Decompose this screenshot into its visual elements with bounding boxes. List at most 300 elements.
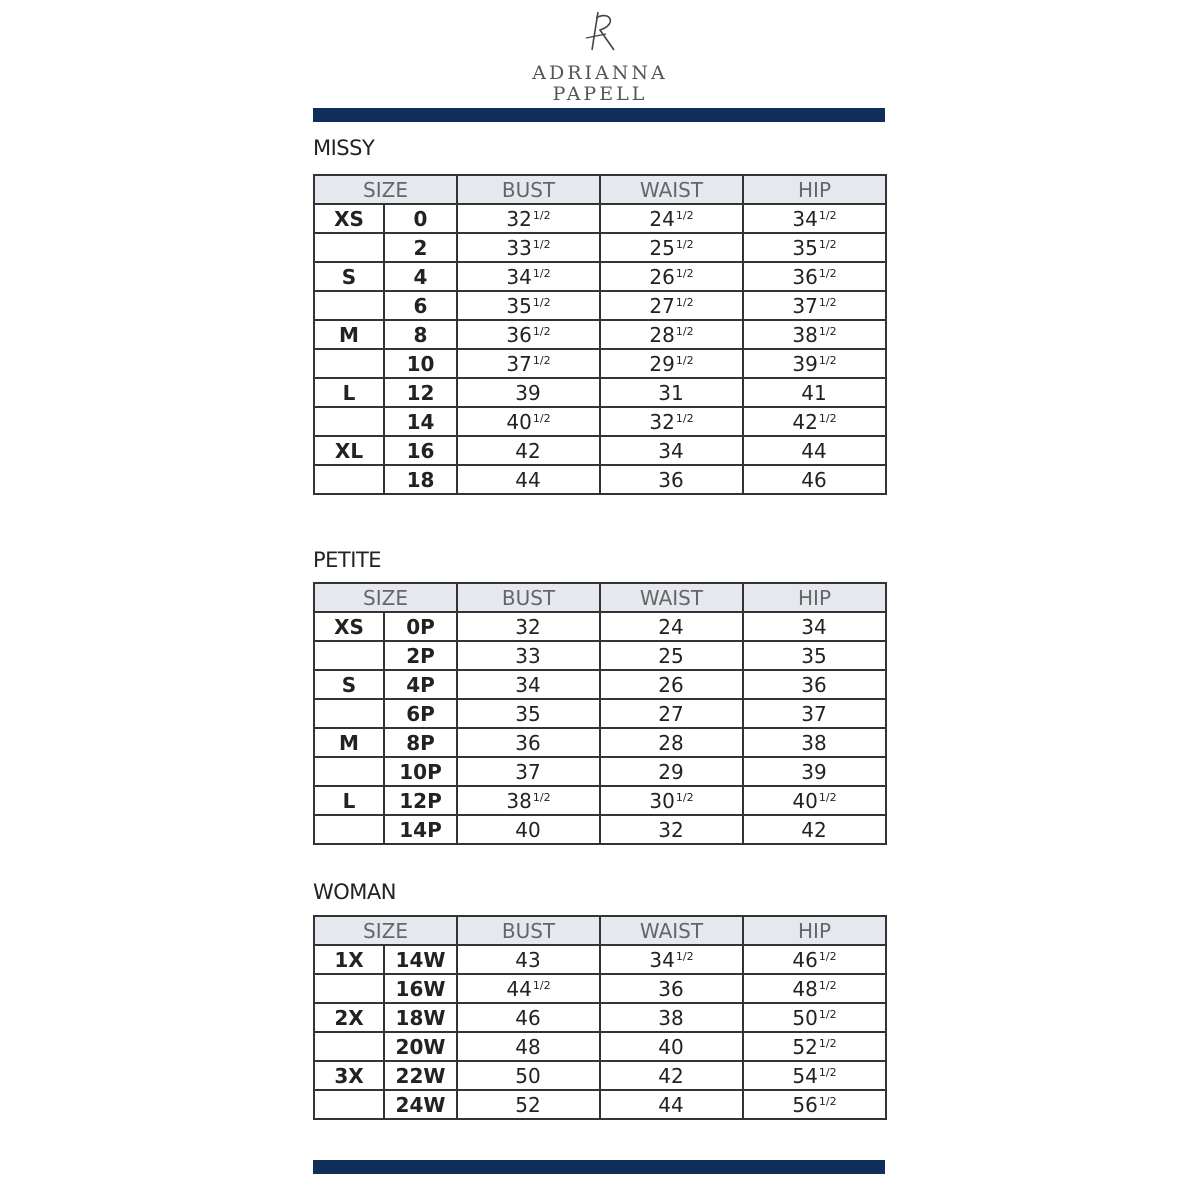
- hip-cell: [743, 378, 886, 407]
- waist-cell-value: 36: [658, 976, 684, 1001]
- size-letter-cell: [314, 1003, 384, 1032]
- hip-cell-value: 56: [792, 1092, 818, 1117]
- hip-cell-value: 36: [792, 264, 818, 289]
- waist-cell: [600, 204, 743, 233]
- waist-cell: [600, 815, 743, 844]
- waist-cell-value: 26: [649, 264, 675, 289]
- hip-cell: [743, 641, 886, 670]
- size-letter-cell: [314, 728, 384, 757]
- bust-cell-fraction: 1/2: [532, 237, 551, 251]
- bust-cell-value: 39: [515, 380, 541, 405]
- waist-cell-value: 28: [649, 322, 675, 347]
- bust-cell: [457, 1061, 600, 1090]
- hip-cell-fraction: 1/2: [818, 324, 837, 338]
- table-row: [314, 670, 886, 699]
- bust-cell-value: 32: [515, 614, 541, 639]
- waist-cell-value: 34: [658, 438, 684, 463]
- size-letter-cell: [314, 233, 384, 262]
- size-letter-cell-value: 1X: [334, 947, 364, 972]
- woman-size-table: [313, 915, 887, 1120]
- hip-cell: [743, 757, 886, 786]
- waist-cell: [600, 378, 743, 407]
- size-letter-cell-value: S: [341, 264, 357, 289]
- size-number-cell: [384, 262, 457, 291]
- size-number-cell: [384, 407, 457, 436]
- size-letter-cell: [314, 1061, 384, 1090]
- size-letter-cell: [314, 670, 384, 699]
- size-number-cell: [384, 1090, 457, 1119]
- size-number-cell: [384, 291, 457, 320]
- bust-cell: [457, 436, 600, 465]
- hip-cell-value: 52: [792, 1034, 818, 1059]
- hip-cell-value: 38: [792, 322, 818, 347]
- hip-cell-value: 35: [792, 235, 818, 260]
- size-number-cell: [384, 670, 457, 699]
- waist-cell-value: 40: [658, 1034, 684, 1059]
- size-header: SIZE: [314, 175, 457, 204]
- size-number-cell-value: 16: [406, 438, 435, 463]
- bust-cell: [457, 641, 600, 670]
- bust-cell: [457, 407, 600, 436]
- brand-logo: [500, 4, 700, 104]
- hip-cell: [743, 407, 886, 436]
- hip-cell: [743, 815, 886, 844]
- waist-cell-value: 34: [649, 947, 675, 972]
- size-letter-cell: [314, 291, 384, 320]
- size-number-cell: [384, 349, 457, 378]
- bust-cell: [457, 728, 600, 757]
- waist-header: WAIST: [600, 916, 743, 945]
- size-letter-cell-value: M: [339, 322, 359, 347]
- size-letter-cell: [314, 699, 384, 728]
- waist-cell-fraction: 1/2: [675, 790, 694, 804]
- bust-cell: [457, 670, 600, 699]
- bust-cell-value: 36: [515, 730, 541, 755]
- table-row: [314, 974, 886, 1003]
- table-row: [314, 262, 886, 291]
- waist-cell-value: 30: [649, 788, 675, 813]
- waist-cell: [600, 757, 743, 786]
- waist-cell: [600, 465, 743, 494]
- hip-cell: [743, 1003, 886, 1032]
- bust-cell-value: 33: [515, 643, 541, 668]
- waist-cell-value: 38: [658, 1005, 684, 1030]
- bust-cell-value: 44: [506, 976, 532, 1001]
- bottom-divider-bar: [313, 1160, 885, 1174]
- size-number-cell-value: 0: [413, 206, 428, 231]
- bust-cell: [457, 1032, 600, 1061]
- bust-cell-fraction: 1/2: [532, 295, 551, 309]
- hip-cell-fraction: 1/2: [818, 790, 837, 804]
- bust-cell-value: 36: [506, 322, 532, 347]
- bust-cell-value: 42: [515, 438, 541, 463]
- waist-cell-value: 44: [658, 1092, 684, 1117]
- size-number-cell: [384, 1061, 457, 1090]
- bust-cell-value: 38: [506, 788, 532, 813]
- size-letter-cell: [314, 612, 384, 641]
- waist-cell-value: 32: [649, 409, 675, 434]
- bust-cell-value: 40: [506, 409, 532, 434]
- hip-cell-value: 41: [801, 380, 827, 405]
- waist-cell-value: 31: [658, 380, 684, 405]
- bust-cell: [457, 465, 600, 494]
- hip-cell-value: 44: [801, 438, 827, 463]
- hip-cell-fraction: 1/2: [818, 1065, 837, 1079]
- size-number-cell: [384, 945, 457, 974]
- waist-cell: [600, 670, 743, 699]
- table-row: [314, 291, 886, 320]
- hip-cell: [743, 1032, 886, 1061]
- hip-cell: [743, 699, 886, 728]
- bust-cell: [457, 815, 600, 844]
- waist-cell-fraction: 1/2: [675, 237, 694, 251]
- size-number-cell: [384, 786, 457, 815]
- hip-cell-value: 46: [792, 947, 818, 972]
- size-letter-cell: [314, 1032, 384, 1061]
- hip-cell-value: 34: [792, 206, 818, 231]
- waist-cell: [600, 1061, 743, 1090]
- bust-cell-value: 43: [515, 947, 541, 972]
- size-number-cell-value: 2P: [406, 643, 435, 668]
- size-number-cell-value: 18: [406, 467, 435, 492]
- size-number-cell-value: 4P: [406, 672, 435, 697]
- bust-cell: [457, 349, 600, 378]
- table-row: [314, 320, 886, 349]
- bust-cell-value: 46: [515, 1005, 541, 1030]
- table-row: [314, 641, 886, 670]
- size-number-cell-value: 14: [406, 409, 435, 434]
- missy-title: MISSY: [313, 136, 375, 160]
- hip-header: HIP: [743, 175, 886, 204]
- size-number-cell-value: 20W: [395, 1034, 446, 1059]
- hip-cell-value: 39: [801, 759, 827, 784]
- size-number-cell-value: 18W: [395, 1005, 446, 1030]
- waist-cell-fraction: 1/2: [675, 411, 694, 425]
- hip-cell-fraction: 1/2: [818, 1094, 837, 1108]
- waist-cell: [600, 436, 743, 465]
- size-letter-cell: [314, 349, 384, 378]
- size-letter-cell-value: XS: [334, 614, 364, 639]
- hip-cell: [743, 291, 886, 320]
- bust-cell: [457, 204, 600, 233]
- bust-cell-fraction: 1/2: [532, 208, 551, 222]
- waist-cell: [600, 1090, 743, 1119]
- bust-cell-value: 44: [515, 467, 541, 492]
- bust-cell: [457, 262, 600, 291]
- size-letter-cell: [314, 945, 384, 974]
- waist-cell-value: 36: [658, 467, 684, 492]
- waist-cell-value: 29: [649, 351, 675, 376]
- size-number-cell: [384, 378, 457, 407]
- hip-cell-fraction: 1/2: [818, 1036, 837, 1050]
- size-number-cell: [384, 641, 457, 670]
- hip-cell-value: 46: [801, 467, 827, 492]
- size-letter-cell-value: 2X: [334, 1005, 364, 1030]
- ap-monogram-icon: [580, 4, 620, 54]
- hip-cell-fraction: 1/2: [818, 295, 837, 309]
- size-number-cell: [384, 815, 457, 844]
- size-letter-cell: [314, 974, 384, 1003]
- size-header: SIZE: [314, 916, 457, 945]
- bust-cell: [457, 320, 600, 349]
- waist-cell: [600, 407, 743, 436]
- size-number-cell-value: 14P: [399, 817, 442, 842]
- size-letter-cell: [314, 786, 384, 815]
- bust-cell-value: 33: [506, 235, 532, 260]
- size-number-cell-value: 10P: [399, 759, 442, 784]
- table-row: [314, 815, 886, 844]
- hip-cell: [743, 436, 886, 465]
- waist-cell: [600, 1003, 743, 1032]
- hip-header: HIP: [743, 583, 886, 612]
- hip-cell: [743, 670, 886, 699]
- bust-cell-value: 34: [515, 672, 541, 697]
- waist-cell: [600, 1032, 743, 1061]
- bust-cell: [457, 1090, 600, 1119]
- hip-cell-fraction: 1/2: [818, 1007, 837, 1021]
- bust-cell-fraction: 1/2: [532, 411, 551, 425]
- size-number-cell-value: 14W: [395, 947, 446, 972]
- size-letter-cell: [314, 757, 384, 786]
- bust-cell: [457, 699, 600, 728]
- bust-cell: [457, 757, 600, 786]
- bust-cell: [457, 291, 600, 320]
- hip-cell-value: 39: [792, 351, 818, 376]
- hip-cell-fraction: 1/2: [818, 411, 837, 425]
- size-number-cell-value: 12P: [399, 788, 442, 813]
- size-number-cell: [384, 699, 457, 728]
- size-number-cell-value: 2: [413, 235, 428, 260]
- hip-cell: [743, 945, 886, 974]
- waist-cell: [600, 233, 743, 262]
- size-letter-cell: [314, 436, 384, 465]
- bust-cell-value: 35: [515, 701, 541, 726]
- hip-cell-value: 38: [801, 730, 827, 755]
- size-number-cell-value: 6: [413, 293, 428, 318]
- size-letter-cell-value: XS: [334, 206, 364, 231]
- waist-cell-value: 32: [658, 817, 684, 842]
- bust-cell-value: 37: [506, 351, 532, 376]
- bust-cell-value: 34: [506, 264, 532, 289]
- bust-cell: [457, 945, 600, 974]
- waist-cell: [600, 974, 743, 1003]
- hip-cell: [743, 612, 886, 641]
- bust-cell-value: 40: [515, 817, 541, 842]
- bust-cell-value: 52: [515, 1092, 541, 1117]
- size-number-cell: [384, 320, 457, 349]
- hip-cell-value: 37: [801, 701, 827, 726]
- hip-cell-fraction: 1/2: [818, 949, 837, 963]
- table-row: [314, 1090, 886, 1119]
- size-number-cell-value: 8: [413, 322, 428, 347]
- hip-cell: [743, 349, 886, 378]
- waist-cell: [600, 945, 743, 974]
- hip-cell-fraction: 1/2: [818, 266, 837, 280]
- hip-cell-value: 36: [801, 672, 827, 697]
- size-number-cell-value: 0P: [406, 614, 435, 639]
- table-row: [314, 945, 886, 974]
- bust-cell-fraction: 1/2: [532, 978, 551, 992]
- hip-cell-fraction: 1/2: [818, 208, 837, 222]
- table-row: [314, 349, 886, 378]
- hip-cell: [743, 786, 886, 815]
- petite-size-table: [313, 582, 887, 845]
- hip-cell-value: 54: [792, 1063, 818, 1088]
- hip-cell: [743, 262, 886, 291]
- size-number-cell-value: 10: [406, 351, 435, 376]
- size-letter-cell-value: L: [342, 380, 356, 405]
- bust-cell-fraction: 1/2: [532, 353, 551, 367]
- bust-cell-value: 32: [506, 206, 532, 231]
- bust-cell-value: 48: [515, 1034, 541, 1059]
- waist-cell-fraction: 1/2: [675, 949, 694, 963]
- bust-header: BUST: [457, 175, 600, 204]
- waist-cell-value: 27: [649, 293, 675, 318]
- size-number-cell: [384, 436, 457, 465]
- bust-cell: [457, 974, 600, 1003]
- bust-cell: [457, 233, 600, 262]
- hip-cell: [743, 974, 886, 1003]
- waist-cell: [600, 320, 743, 349]
- hip-cell-fraction: 1/2: [818, 353, 837, 367]
- bust-cell: [457, 378, 600, 407]
- size-letter-cell-value: M: [339, 730, 359, 755]
- size-letter-cell: [314, 1090, 384, 1119]
- top-divider-bar: [313, 108, 885, 122]
- hip-cell-value: 34: [801, 614, 827, 639]
- bust-cell-fraction: 1/2: [532, 266, 551, 280]
- size-number-cell: [384, 233, 457, 262]
- table-row: [314, 1032, 886, 1061]
- bust-cell: [457, 612, 600, 641]
- size-number-cell: [384, 974, 457, 1003]
- size-letter-cell: [314, 204, 384, 233]
- brand-name-line2: PAPELL: [552, 83, 648, 105]
- waist-cell-value: 26: [658, 672, 684, 697]
- hip-cell: [743, 320, 886, 349]
- size-number-cell: [384, 1032, 457, 1061]
- table-row: [314, 699, 886, 728]
- waist-cell-value: 25: [658, 643, 684, 668]
- size-letter-cell: [314, 378, 384, 407]
- table-row: [314, 1003, 886, 1032]
- hip-cell: [743, 728, 886, 757]
- table-row: [314, 465, 886, 494]
- hip-cell-value: 42: [792, 409, 818, 434]
- size-letter-cell: [314, 320, 384, 349]
- brand-name-line1: ADRIANNA: [532, 62, 668, 84]
- bust-cell: [457, 1003, 600, 1032]
- bust-header: BUST: [457, 916, 600, 945]
- waist-cell-value: 28: [658, 730, 684, 755]
- bust-cell-value: 50: [515, 1063, 541, 1088]
- size-number-cell-value: 6P: [406, 701, 435, 726]
- table-row: [314, 757, 886, 786]
- hip-cell-value: 50: [792, 1005, 818, 1030]
- bust-cell-fraction: 1/2: [532, 324, 551, 338]
- bust-header: BUST: [457, 583, 600, 612]
- size-number-cell-value: 12: [406, 380, 435, 405]
- hip-cell-value: 35: [801, 643, 827, 668]
- waist-cell: [600, 786, 743, 815]
- hip-cell-value: 40: [792, 788, 818, 813]
- hip-cell: [743, 1061, 886, 1090]
- hip-cell: [743, 465, 886, 494]
- size-number-cell-value: 4: [413, 264, 428, 289]
- hip-header: HIP: [743, 916, 886, 945]
- waist-cell-value: 25: [649, 235, 675, 260]
- hip-cell-value: 37: [792, 293, 818, 318]
- bust-cell: [457, 786, 600, 815]
- waist-cell-value: 29: [658, 759, 684, 784]
- waist-cell-fraction: 1/2: [675, 353, 694, 367]
- size-number-cell-value: 16W: [395, 976, 446, 1001]
- size-letter-cell: [314, 641, 384, 670]
- size-number-cell: [384, 728, 457, 757]
- size-number-cell: [384, 1003, 457, 1032]
- size-letter-cell: [314, 262, 384, 291]
- size-number-cell-value: 22W: [395, 1063, 446, 1088]
- waist-cell-value: 24: [658, 614, 684, 639]
- missy-size-table: [313, 174, 887, 495]
- hip-cell-fraction: 1/2: [818, 237, 837, 251]
- waist-cell-value: 24: [649, 206, 675, 231]
- waist-cell-fraction: 1/2: [675, 266, 694, 280]
- waist-cell: [600, 291, 743, 320]
- waist-header: WAIST: [600, 175, 743, 204]
- size-letter-cell: [314, 465, 384, 494]
- waist-cell: [600, 612, 743, 641]
- hip-cell-fraction: 1/2: [818, 978, 837, 992]
- hip-cell-value: 42: [801, 817, 827, 842]
- bust-cell-value: 37: [515, 759, 541, 784]
- waist-header: WAIST: [600, 583, 743, 612]
- waist-cell: [600, 262, 743, 291]
- table-row: [314, 407, 886, 436]
- petite-title: PETITE: [313, 548, 382, 572]
- table-row: [314, 786, 886, 815]
- woman-title: WOMAN: [313, 880, 396, 904]
- size-header: SIZE: [314, 583, 457, 612]
- hip-cell: [743, 233, 886, 262]
- size-number-cell: [384, 612, 457, 641]
- bust-cell-value: 35: [506, 293, 532, 318]
- size-number-cell-value: 8P: [406, 730, 435, 755]
- waist-cell-value: 42: [658, 1063, 684, 1088]
- table-row: [314, 612, 886, 641]
- waist-cell: [600, 699, 743, 728]
- table-row: [314, 1061, 886, 1090]
- table-row: [314, 204, 886, 233]
- waist-cell-fraction: 1/2: [675, 208, 694, 222]
- size-letter-cell: [314, 407, 384, 436]
- waist-cell: [600, 641, 743, 670]
- size-number-cell: [384, 465, 457, 494]
- table-row: [314, 728, 886, 757]
- size-letter-cell-value: XL: [334, 438, 364, 463]
- size-number-cell: [384, 204, 457, 233]
- table-row: [314, 378, 886, 407]
- waist-cell-value: 27: [658, 701, 684, 726]
- table-row: [314, 233, 886, 262]
- waist-cell-fraction: 1/2: [675, 295, 694, 309]
- size-letter-cell-value: L: [342, 788, 356, 813]
- table-row: [314, 436, 886, 465]
- bust-cell-fraction: 1/2: [532, 790, 551, 804]
- hip-cell-value: 48: [792, 976, 818, 1001]
- size-letter-cell-value: 3X: [334, 1063, 364, 1088]
- hip-cell: [743, 1090, 886, 1119]
